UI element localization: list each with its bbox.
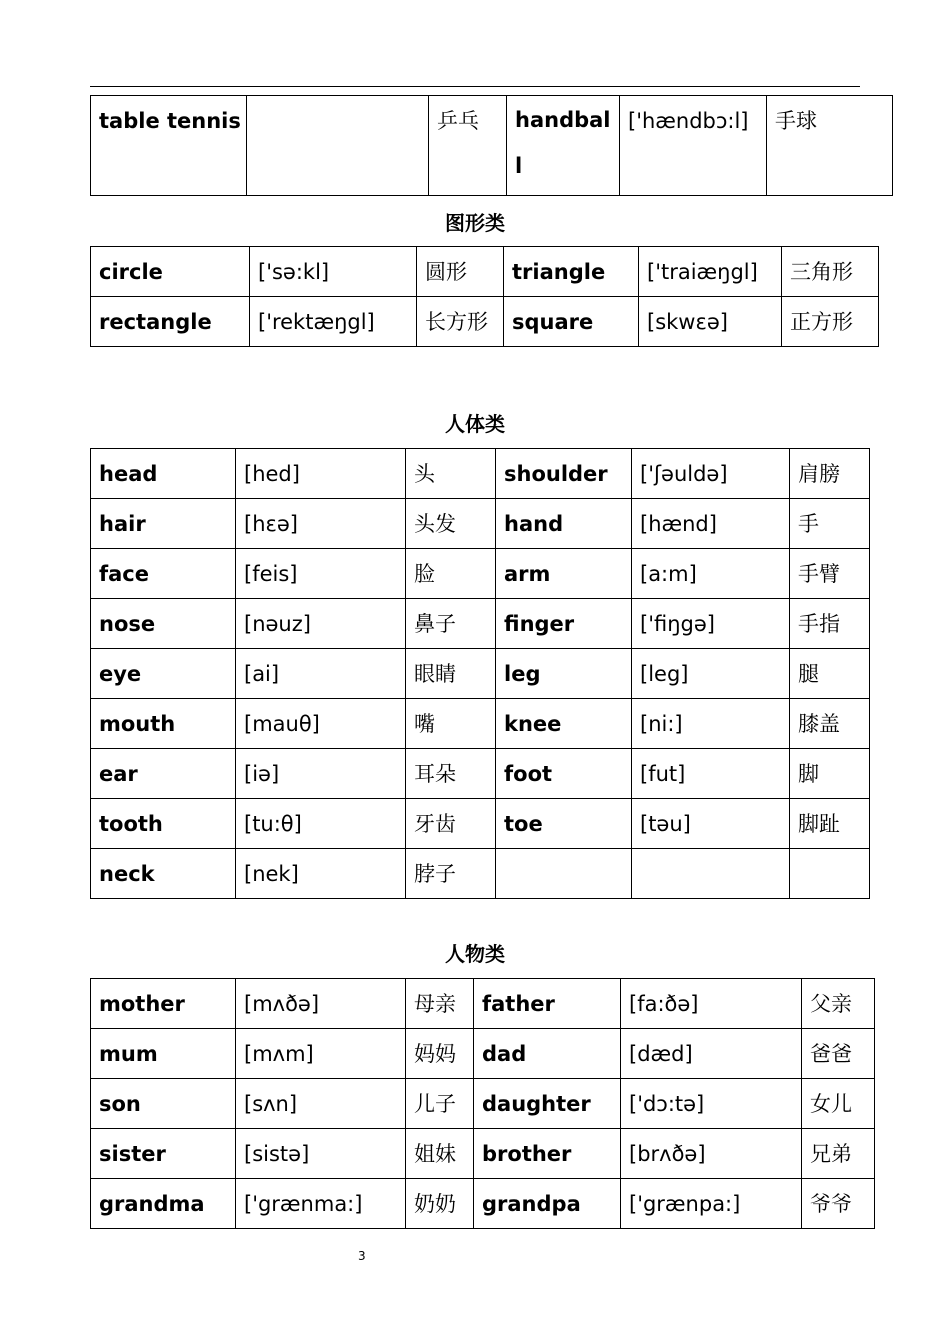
word-cell: eye (91, 649, 236, 699)
meaning-cell (790, 849, 870, 899)
meaning-cell: 爸爸 (802, 1029, 875, 1079)
page-number: 3 (358, 1249, 366, 1263)
word-cell: arm (496, 549, 632, 599)
word-cell: hand (496, 499, 632, 549)
phonetic-cell: ['rektæŋgl] (250, 297, 417, 347)
word-cell: toe (496, 799, 632, 849)
word-cell (507, 96, 620, 196)
word-cell: father (474, 979, 621, 1029)
meaning-cell: 姐妹 (406, 1129, 474, 1179)
word-cell: nose (91, 599, 236, 649)
meaning-cell: 眼睛 (406, 649, 496, 699)
phonetic-cell: [mʌðə] (236, 979, 406, 1029)
table-row (91, 849, 870, 899)
phonetic-cell: [leg] (632, 649, 790, 699)
table-row (91, 499, 870, 549)
meaning-cell: 牙齿 (406, 799, 496, 849)
phonetic-cell: ['hændbɔ:l] (620, 96, 767, 196)
meaning-cell: 脚趾 (790, 799, 870, 849)
phonetic-cell: [hænd] (632, 499, 790, 549)
meaning-cell: 手球 (767, 96, 893, 196)
word-cell: dad (474, 1029, 621, 1079)
word-cell: mum (91, 1029, 236, 1079)
meaning-cell: 手 (790, 499, 870, 549)
word-cell: daughter (474, 1079, 621, 1129)
word-cell: face (91, 549, 236, 599)
word-part: handbal (515, 108, 611, 132)
table-row (91, 1129, 875, 1179)
header-rule (90, 86, 860, 87)
table-row (91, 1029, 875, 1079)
word-cell: knee (496, 699, 632, 749)
phonetic-cell: [hed] (236, 449, 406, 499)
meaning-cell: 膝盖 (790, 699, 870, 749)
phonetic-cell: [feis] (236, 549, 406, 599)
table-row (91, 749, 870, 799)
phonetic-cell: ['grænma:] (236, 1179, 406, 1229)
phonetic-cell: ['grænpa:] (621, 1179, 802, 1229)
word-cell: table tennis (91, 96, 247, 196)
phonetic-cell: [skwεə] (639, 297, 782, 347)
word-cell: foot (496, 749, 632, 799)
phonetic-cell: ['ʃəuldə] (632, 449, 790, 499)
word-cell: brother (474, 1129, 621, 1179)
meaning-cell: 脸 (406, 549, 496, 599)
word-cell: tooth (91, 799, 236, 849)
phonetic-cell: [tu:θ] (236, 799, 406, 849)
meaning-cell: 爷爷 (802, 1179, 875, 1229)
meaning-cell: 脚 (790, 749, 870, 799)
table-row (91, 549, 870, 599)
meaning-cell: 父亲 (802, 979, 875, 1029)
table-row (91, 247, 879, 297)
word-cell: triangle (504, 247, 639, 297)
word-cell: son (91, 1079, 236, 1129)
phonetic-cell: ['traiæŋgl] (639, 247, 782, 297)
table-row (91, 96, 893, 196)
meaning-cell: 三角形 (782, 247, 879, 297)
word-cell: square (504, 297, 639, 347)
phonetic-cell: ['sə:kl] (250, 247, 417, 297)
phonetic-cell: [nəuz] (236, 599, 406, 649)
word-cell: head (91, 449, 236, 499)
phonetic-cell: [brʌðə] (621, 1129, 802, 1179)
phonetic-cell: [fut] (632, 749, 790, 799)
phonetic-cell (247, 96, 429, 196)
phonetic-cell: [təu] (632, 799, 790, 849)
section-heading-people: 人物类 (445, 942, 505, 966)
sports-table (90, 95, 893, 196)
meaning-cell: 正方形 (782, 297, 879, 347)
word-cell: mother (91, 979, 236, 1029)
people-table (90, 978, 875, 1229)
table-row (91, 799, 870, 849)
table-row (91, 699, 870, 749)
meaning-cell: 头 (406, 449, 496, 499)
meaning-cell: 女儿 (802, 1079, 875, 1129)
phonetic-cell: [sistə] (236, 1129, 406, 1179)
body-table (90, 448, 870, 899)
word-cell: mouth (91, 699, 236, 749)
meaning-cell: 兄弟 (802, 1129, 875, 1179)
meaning-cell: 肩膀 (790, 449, 870, 499)
shapes-table (90, 246, 879, 347)
table-row (91, 1179, 875, 1229)
word-cell: rectangle (91, 297, 250, 347)
word-cell (496, 849, 632, 899)
table-row (91, 1079, 875, 1129)
phonetic-cell: [sʌn] (236, 1079, 406, 1129)
meaning-cell: 脖子 (406, 849, 496, 899)
word-cell: hair (91, 499, 236, 549)
phonetic-cell: [a:m] (632, 549, 790, 599)
phonetic-cell: [ni:] (632, 699, 790, 749)
phonetic-cell: [fa:ðə] (621, 979, 802, 1029)
phonetic-cell: [iə] (236, 749, 406, 799)
section-heading-body: 人体类 (445, 412, 505, 436)
meaning-cell: 母亲 (406, 979, 474, 1029)
word-cell: leg (496, 649, 632, 699)
phonetic-cell: [nek] (236, 849, 406, 899)
phonetic-cell: [mauθ] (236, 699, 406, 749)
meaning-cell: 嘴 (406, 699, 496, 749)
phonetic-cell: [mʌm] (236, 1029, 406, 1079)
meaning-cell: 妈妈 (406, 1029, 474, 1079)
meaning-cell: 耳朵 (406, 749, 496, 799)
word-cell: finger (496, 599, 632, 649)
phonetic-cell: ['fiŋgə] (632, 599, 790, 649)
meaning-cell: 头发 (406, 499, 496, 549)
table-row (91, 979, 875, 1029)
word-cell: neck (91, 849, 236, 899)
meaning-cell: 鼻子 (406, 599, 496, 649)
meaning-cell: 手指 (790, 599, 870, 649)
word-cell: ear (91, 749, 236, 799)
table-row (91, 599, 870, 649)
meaning-cell: 腿 (790, 649, 870, 699)
meaning-cell: 乒乓 (429, 96, 507, 196)
table-row (91, 297, 879, 347)
phonetic-cell: [ai] (236, 649, 406, 699)
meaning-cell: 奶奶 (406, 1179, 474, 1229)
phonetic-cell (632, 849, 790, 899)
meaning-cell: 圆形 (417, 247, 504, 297)
word-cell: grandpa (474, 1179, 621, 1229)
word-part: l (515, 154, 523, 178)
table-row (91, 649, 870, 699)
table-row (91, 449, 870, 499)
phonetic-cell: ['dɔ:tə] (621, 1079, 802, 1129)
phonetic-cell: [dæd] (621, 1029, 802, 1079)
phonetic-cell: [hεə] (236, 499, 406, 549)
meaning-cell: 儿子 (406, 1079, 474, 1129)
word-cell: shoulder (496, 449, 632, 499)
word-cell: grandma (91, 1179, 236, 1229)
word-cell: circle (91, 247, 250, 297)
meaning-cell: 长方形 (417, 297, 504, 347)
section-heading-shapes: 图形类 (445, 211, 505, 235)
meaning-cell: 手臂 (790, 549, 870, 599)
word-cell: sister (91, 1129, 236, 1179)
